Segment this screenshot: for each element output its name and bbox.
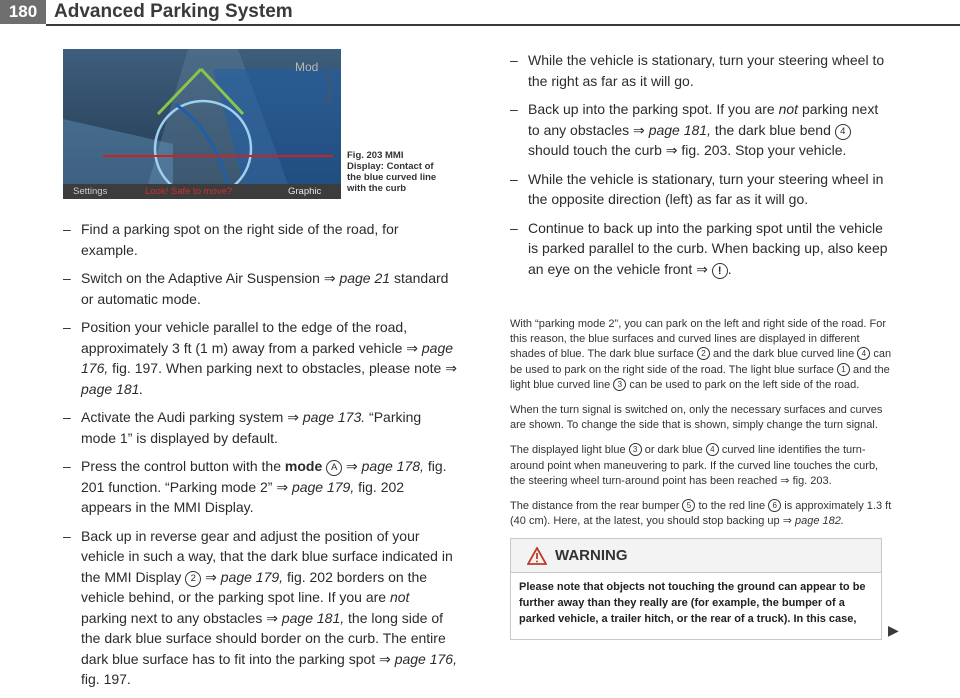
notes-section (510, 317, 892, 539)
note-paragraph: When the turn signal is switched on, only the necessary surfaces and curves are shown. To change the side that is shown, simply change the turn signal. (510, 404, 883, 432)
parking-display-graphic (63, 49, 341, 199)
warning-label: WARNING (555, 547, 628, 564)
list-item: – Activate the Audi parking system ⇒ page 173. “Parking mode 1” is displayed by default. (63, 409, 422, 446)
list-item: – Continue to back up into the parking spot until the vehicle is parked parallel to the curb. When backing up, also keep an eye on the vehicle front ⇒ ! . (510, 219, 888, 277)
warning-text: Please note that objects not touching the ground can appear to be further away than they really are (for example, the bumper of a parked vehicle, a trailer hitch, or the rear of a truck). In this case, (519, 581, 866, 625)
list-item: – Back up in reverse gear and adjust the position of your vehicle in such a way, that the dark blue surface indicated in the MMI Display 2 ⇒ page 179, fig. 202 borders on the vehicle behind, or the parking spot line. If you are not parking next to any obstacles ⇒ page 181, the long side of the dark blue surface should border on the curb. The entire dark blue surface has to fit into the parking spot ⇒ page 176, fig. 197. (63, 527, 457, 687)
figure-code: B8K-1231 (327, 70, 334, 104)
mmi-display-figure (63, 49, 341, 199)
list-item: – Back up into the parking spot. If you are not parking next to any obstacles ⇒ page 181, the dark blue bend 4 should touch the curb ⇒ fig. 203. Stop your vehicle. (510, 101, 879, 158)
list-item: – Press the control button with the mode A ⇒ page 178, fig. 201 function. “Parking mode 2” ⇒ page 179, fig. 202 appears in the MMI Display. (63, 458, 447, 515)
mmi-menu-bar (63, 184, 341, 199)
menu-graphic: Graphic (288, 186, 322, 197)
notice-icon: ! (712, 263, 728, 279)
warning-triangle-icon (527, 547, 547, 565)
callout-a: A (326, 460, 342, 476)
left-steps-list (63, 219, 458, 698)
figure-caption: Fig. 203 MMI Display: Contact of the blue curved line with the curb (347, 150, 437, 194)
list-item: – Switch on the Adaptive Air Suspension ⇒ page 21 standard or automatic mode. (63, 270, 449, 307)
menu-settings: Settings (73, 186, 108, 197)
callout-4: 4 (835, 124, 851, 140)
warning-header (511, 539, 881, 573)
right-steps-list (510, 50, 890, 287)
page-number: 180 (0, 0, 46, 24)
screen-label: Mod (295, 60, 319, 74)
header-rule (46, 24, 960, 26)
note-paragraph: The distance from the rear bumper 5 to the red line 6 is approximately 1.3 ft (40 cm). Here, at the latest, you should stop backing up ⇒ page 182. (510, 500, 892, 528)
arrow-right-icon: ▶ (888, 622, 899, 638)
menu-look-safe: Look! Safe to move? (145, 186, 233, 197)
list-item: – While the vehicle is stationary, turn your steering wheel in the opposite direction (left) as far as it will go. (510, 170, 884, 207)
list-item: – Find a parking spot on the right side of the road, for example. (63, 221, 399, 258)
warning-box (510, 538, 882, 640)
list-item: – Position your vehicle parallel to the edge of the road, approximately 3 ft (1 m) away from a parked vehicle ⇒ page 176, fig. 197. When parking next to obstacles, please note ⇒ page 181. (63, 319, 457, 397)
page-title: Advanced Parking System (54, 1, 293, 22)
callout-2: 2 (185, 571, 201, 587)
list-item: – While the vehicle is stationary, turn your steering wheel to the right as far as it will go. (510, 52, 885, 89)
note-paragraph: The displayed light blue 3 or dark blue 4 curved line identifies the turn-around point when maneuvering to park. If the curved line touches the curb, the steering wheel turn-around point has been reached ⇒ fig. 203. (510, 444, 879, 487)
note-paragraph: With “parking mode 2”, you can park on the left and right side of the road. For this reason, the blue surfaces and curved lines are displayed in different shades of blue. The dark blue surface 2 and the dark blue curved line 4 can be used to park on the right side of the road. The light blue surface 1 and the light blue curved line 3 can be used to park on the left side of the road. (510, 318, 892, 391)
